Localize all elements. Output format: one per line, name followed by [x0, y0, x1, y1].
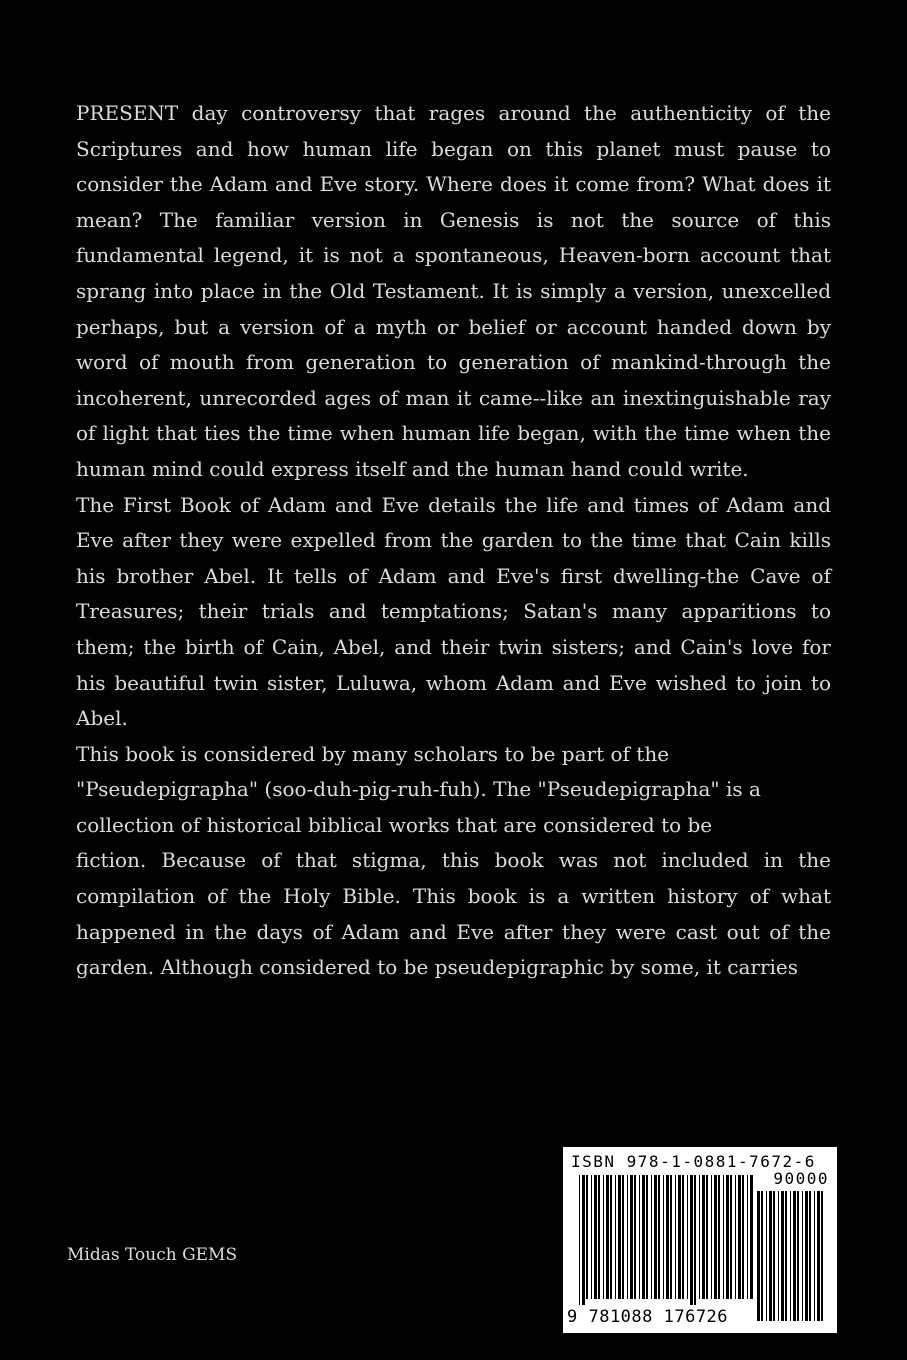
- blurb-paragraph-3: This book is considered by many scholars to be part of the "Pseudepigrapha" (soo-duh-pig-ruh-fuh). The "Pseudepigrapha" is a collection of historical biblical works that are considered to be: [76, 741, 761, 837]
- barcode-bar: [738, 1175, 741, 1299]
- barcode-bar: [790, 1191, 791, 1321]
- barcode-bar: [670, 1175, 672, 1299]
- barcode-bar: [766, 1191, 767, 1321]
- blurb-paragraph-2: The First Book of Adam and Eve details the life and times of Adam and Eve after they were expelled from the garden to the time that Cain kills his brother Abel. It tells of Adam and Eve's first dwelling-the Cave of Treasures; their trials and temptations; Satan's many apparitions to them; the birth of Cain, Abel, and their twin sisters; and Cain's love for his beautiful twin sister, Luluwa, whom Adam and Eve wished to join to Abel.: [76, 492, 831, 731]
- barcode-bar: [718, 1175, 720, 1299]
- barcode-bar: [594, 1175, 597, 1299]
- barcode-bar: [675, 1175, 676, 1299]
- barcode-digits: 9 781088 176726: [567, 1307, 729, 1327]
- barcode-bar: [750, 1175, 753, 1299]
- barcode-bar: [630, 1175, 633, 1299]
- barcode-bar: [793, 1191, 796, 1321]
- barcode-bar: [785, 1191, 787, 1321]
- barcode-bar: [781, 1191, 784, 1321]
- barcode-bar: [634, 1175, 636, 1299]
- barcode-bar: [603, 1175, 604, 1299]
- barcode-bar: [654, 1175, 657, 1299]
- barcode-bar: [622, 1175, 624, 1299]
- barcode-bar: [723, 1175, 724, 1299]
- barcode-bar: [699, 1175, 700, 1299]
- barcode-bar: [610, 1175, 612, 1299]
- isbn-barcode: [563, 1147, 837, 1333]
- barcode-bar: [682, 1175, 684, 1299]
- barcode-bar: [606, 1175, 609, 1299]
- barcode-bar: [761, 1191, 763, 1321]
- barcode-bar: [666, 1175, 669, 1299]
- barcode-bar: [747, 1175, 748, 1299]
- barcode-bar: [817, 1191, 820, 1321]
- barcode-bar: [690, 1175, 693, 1305]
- blurb-paragraph-4: fiction. Because of that stigma, this book was not included in the compilation of the Holy Bible. This book is a written history of what happened in the days of Adam and Eve after they were cast out of the garden. Although considered to be pseudepigraphic by some, it carries: [76, 848, 831, 980]
- barcode-bar: [642, 1175, 645, 1299]
- barcode-bar: [809, 1191, 811, 1321]
- barcode-bar: [651, 1175, 652, 1299]
- barcode-bar: [714, 1175, 717, 1299]
- barcode-bar: [702, 1175, 705, 1299]
- barcode-bar: [646, 1175, 648, 1299]
- barcode-bar: [678, 1175, 681, 1299]
- barcode-bar: [579, 1175, 580, 1305]
- barcode-bar: [582, 1175, 585, 1305]
- barcode-bar: [615, 1175, 616, 1299]
- barcode-bar: [821, 1191, 823, 1321]
- barcode-bar: [586, 1175, 588, 1299]
- isbn-label: ISBN 978-1-0881-7672-6: [571, 1152, 816, 1171]
- barcode-bar: [730, 1175, 732, 1299]
- barcode-bar: [757, 1191, 760, 1321]
- barcode-bar: [805, 1191, 808, 1321]
- barcode-bar: [706, 1175, 708, 1299]
- barcode-bar: [591, 1175, 592, 1299]
- back-cover-blurb: [76, 96, 831, 986]
- barcode-bar: [711, 1175, 712, 1299]
- barcode-bar: [769, 1191, 772, 1321]
- barcode-bar: [797, 1191, 799, 1321]
- barcode-bar: [742, 1175, 744, 1299]
- barcode-bar: [694, 1175, 696, 1305]
- barcode-addon-price: 90000: [773, 1169, 829, 1188]
- barcode-bar: [618, 1175, 621, 1299]
- barcode-main-bars: [579, 1175, 753, 1305]
- barcode-bar: [687, 1175, 688, 1299]
- barcode-bar: [639, 1175, 640, 1299]
- barcode-bar: [726, 1175, 729, 1299]
- barcode-bar: [663, 1175, 664, 1299]
- barcode-bar: [773, 1191, 775, 1321]
- publisher-name: Midas Touch GEMS: [67, 1245, 238, 1265]
- barcode-bar: [627, 1175, 628, 1299]
- barcode-bar: [778, 1191, 779, 1321]
- barcode-bar: [658, 1175, 660, 1299]
- barcode-bar: [802, 1191, 803, 1321]
- barcode-bar: [735, 1175, 736, 1299]
- barcode-addon-bars: [757, 1191, 825, 1327]
- barcode-bar: [814, 1191, 815, 1321]
- blurb-paragraph-1: PRESENT day controversy that rages around the authenticity of the Scriptures and how human life began on this planet must pause to consider the Adam and Eve story. Where does it come from? What does it mean? The familiar version in Genesis is not the source of this fundamental legend, it is not a spontaneous, Heaven-born account that sprang into place in the Old Testament. It is simply a version, unexcelled perhaps, but a version of a myth or belief or account handed down by word of mouth from generation to generation of mankind-through the incoherent, unrecorded ages of man it came--like an inextinguishable ray of light that ties the time when human life began, with the time when the human mind could express itself and the human hand could write.: [76, 101, 831, 481]
- barcode-bar: [598, 1175, 600, 1299]
